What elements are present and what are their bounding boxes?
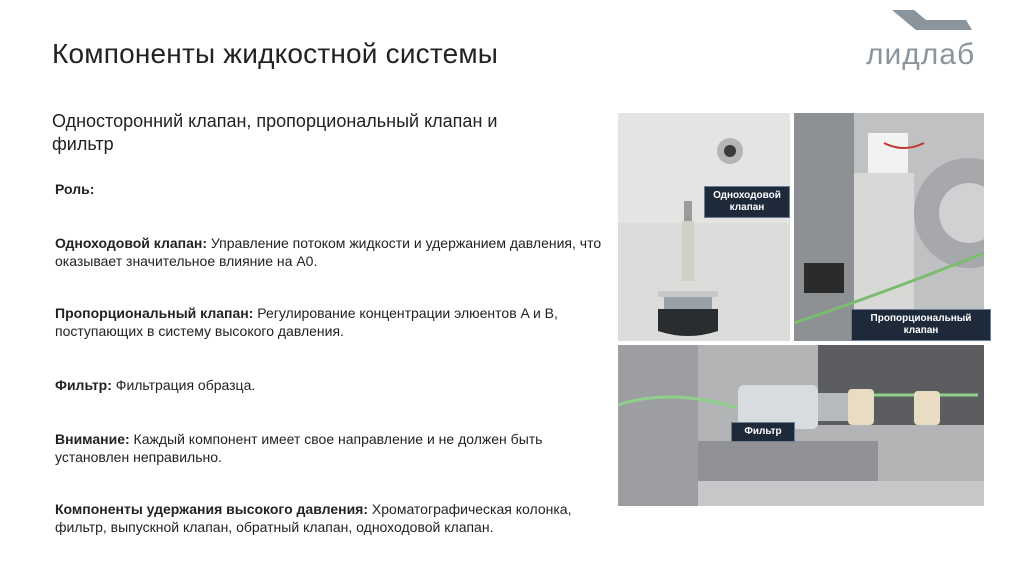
check-valve-label: Одноходовой клапан <box>704 186 790 218</box>
slide-subtitle: Односторонний клапан, пропорциональный клапан и фильтр <box>52 111 498 154</box>
filter-photo <box>618 345 984 506</box>
proportional-valve-label: Пропорциональный клапан <box>851 309 991 341</box>
proportional-valve-paragraph: Пропорциональный клапан: Регулирование концентрации элюентов A и B, поступающих в систему высокого давления. <box>55 305 558 339</box>
role-heading: Роль: <box>55 181 95 197</box>
check-valve-paragraph: Одноходовой клапан: Управление потоком жидкости и удержанием давления, что оказывает значительное влияние на A0. <box>55 235 602 269</box>
check-valve-photo <box>618 113 790 341</box>
attention-paragraph: Внимание: Каждый компонент имеет свое направление и не должен быть установлен неправильно. <box>55 431 543 465</box>
filter-label: Фильтр <box>731 422 795 442</box>
proportional-valve-photo <box>794 113 984 341</box>
page-title: Компоненты жидкостной системы <box>52 38 499 69</box>
logo-text: лидлаб <box>866 38 976 71</box>
filter-paragraph: Фильтр: Фильтрация образца. <box>55 377 256 393</box>
high-pressure-paragraph: Компоненты удержания высокого давления: Хроматографическая колонка, фильтр, выпускной клапан, обратный клапан, одноходовой клапан. <box>55 501 572 535</box>
